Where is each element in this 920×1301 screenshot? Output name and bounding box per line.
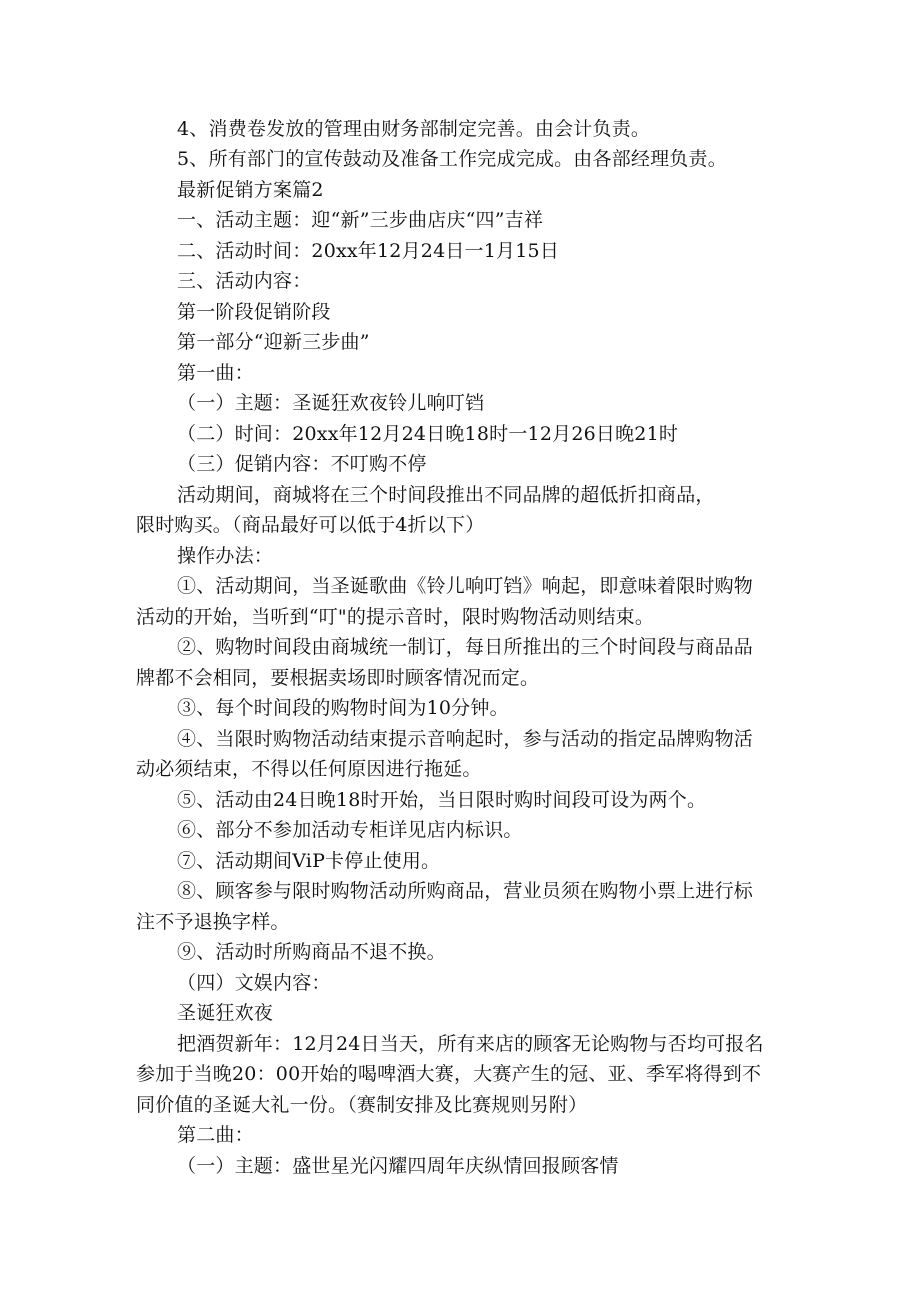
text-line: 第一曲： bbox=[177, 362, 254, 384]
text-line: 牌都不会相同，要根据卖场即时顾客情况而定。 bbox=[136, 667, 540, 689]
text-line: 同价值的圣诞大礼一份。（赛制安排及比赛规则另附） bbox=[136, 1094, 588, 1116]
text-line: 一、活动主题：迎“新”三步曲店庆“四”吉祥 bbox=[177, 209, 544, 231]
text-line: 把酒贺新年：12月24日当天，所有来店的顾客无论购物与否均可报名 bbox=[177, 1033, 764, 1055]
text-line: 参加于当晚20：00开始的喝啤酒大赛，大赛产生的冠、亚、季军将得到不 bbox=[136, 1063, 762, 1085]
text-line: （三）促销内容：不叮购不停 bbox=[177, 453, 427, 475]
text-line: 4、消费卷发放的管理由财务部制定完善。由会计负责。 bbox=[177, 118, 651, 140]
text-line: （二）时间：20xx年12月24日晚18时一12月26日晚21时 bbox=[177, 423, 679, 445]
text-line: ⑦、活动期间ViP卡停止使用。 bbox=[177, 850, 441, 872]
text-line: ⑤、活动由24日晚18时开始，当日限时购时间段可设为两个。 bbox=[177, 789, 707, 811]
text-line: ⑥、部分不参加活动专柜详见店内标识。 bbox=[177, 819, 523, 841]
section-heading: 最新促销方案篇2 bbox=[177, 179, 324, 201]
text-line: 5、所有部门的宣传鼓动及准备工作完成完成。由各部经理负责。 bbox=[177, 148, 727, 170]
text-line: 活动期间，商城将在三个时间段推出不同品牌的超低折扣商品， bbox=[177, 484, 715, 506]
text-line: （四）文娱内容： bbox=[177, 972, 331, 994]
text-line: ④、当限时购物活动结束提示音响起时，参与活动的指定品牌购物活 bbox=[177, 728, 754, 750]
text-line: ②、购物时间段由商城统一制订，每日所推出的三个时间段与商品品 bbox=[177, 636, 754, 658]
text-line: 操作办法： bbox=[177, 545, 274, 567]
text-line: ⑨、活动时所购商品不退不换。 bbox=[177, 941, 446, 963]
text-line: （一）主题：盛世星光闪耀四周年庆纵情回报顾客情 bbox=[177, 1155, 619, 1177]
text-line: 第二曲： bbox=[177, 1124, 254, 1146]
text-line: 活动的开始，当听到“叮"的提示音时，限时购物活动则结束。 bbox=[136, 606, 655, 628]
text-line: 动必须结束，不得以任何原因进行拖延。 bbox=[136, 758, 482, 780]
text-line: 注不予退换字样。 bbox=[136, 911, 290, 933]
text-line: ⑧、顾客参与限时购物活动所购商品，营业员须在购物小票上进行标 bbox=[177, 880, 754, 902]
text-line: 圣诞狂欢夜 bbox=[177, 1002, 274, 1024]
text-line: （一）主题：圣诞狂欢夜铃儿响叮铛 bbox=[177, 392, 485, 414]
text-line: ③、每个时间段的购物时间为10分钟。 bbox=[177, 697, 509, 719]
text-line: 第一部分“迎新三步曲” bbox=[177, 331, 370, 353]
text-line: 三、活动内容： bbox=[177, 270, 312, 292]
text-line: 限时购买。（商品最好可以低于4折以下） bbox=[136, 514, 485, 536]
text-line: 二、活动时间：20xx年12月24日一1月15日 bbox=[177, 240, 560, 262]
text-line: ①、活动期间，当圣诞歌曲《铃儿响叮铛》响起，即意味着限时购物 bbox=[177, 575, 754, 597]
text-line: 第一阶段促销阶段 bbox=[177, 301, 331, 323]
